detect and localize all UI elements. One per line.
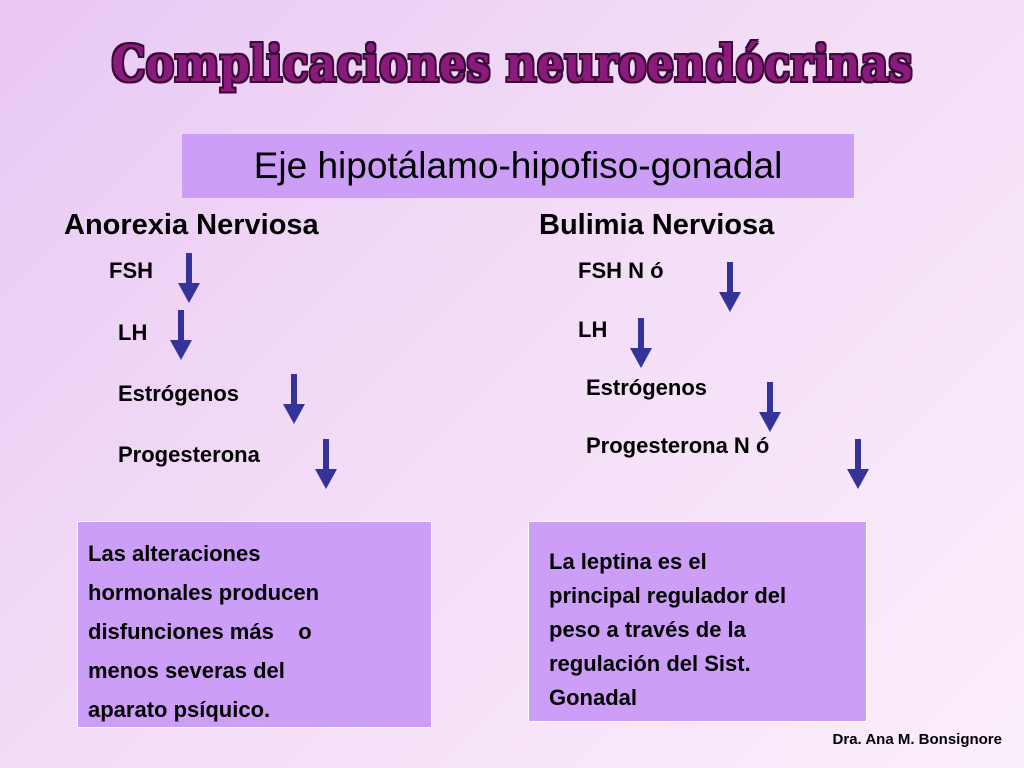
anorexia-estrogenos-label: Estrógenos (118, 381, 240, 406)
down-arrow-icon (315, 439, 337, 489)
anorexia-info-box (77, 521, 432, 728)
subtitle-box (182, 134, 854, 198)
bulimia-progesterona-label: Progesterona N ó (586, 433, 770, 458)
anorexia-info-line: menos severas del (88, 658, 285, 683)
bulimia-lh-label: LH (578, 317, 608, 342)
anorexia-lh-label: LH (118, 320, 148, 345)
slide-title: Complicaciones neuroendócrinas (111, 34, 913, 93)
down-arrow-icon (719, 262, 741, 312)
bulimia-info-line: regulación del Sist. (549, 651, 751, 676)
bulimia-info-line: La leptina es el (549, 549, 707, 574)
down-arrow-icon (283, 374, 305, 424)
bulimia-heading: Bulimia Nerviosa (539, 209, 775, 241)
anorexia-info-line: Las alteraciones (88, 541, 261, 566)
author-footer: Dra. Ana M. Bonsignore (832, 731, 1002, 748)
down-arrow-icon (847, 439, 869, 489)
subtitle-text: Eje hipotálamo-hipofiso-gonadal (253, 145, 783, 186)
bulimia-estrogenos-label: Estrógenos (586, 375, 708, 400)
down-arrow-icon (178, 253, 200, 303)
anorexia-info-line: aparato psíquico. (88, 697, 271, 722)
bulimia-info-line: Gonadal (549, 685, 638, 710)
anorexia-fsh-label: FSH (109, 258, 153, 283)
bulimia-fsh-label: FSH N ó (578, 258, 664, 283)
anorexia-progesterona-label: Progesterona (118, 442, 260, 467)
down-arrow-icon (759, 382, 781, 432)
down-arrow-icon (630, 318, 652, 368)
anorexia-info-line: disfunciones más o (88, 619, 312, 644)
bulimia-info-line: principal regulador del (549, 583, 787, 608)
anorexia-info-line: hormonales producen (88, 580, 320, 605)
bulimia-info-line: peso a través de la (549, 617, 746, 642)
down-arrow-icon (170, 310, 192, 360)
anorexia-heading: Anorexia Nerviosa (64, 209, 319, 241)
bulimia-info-box (528, 521, 867, 722)
